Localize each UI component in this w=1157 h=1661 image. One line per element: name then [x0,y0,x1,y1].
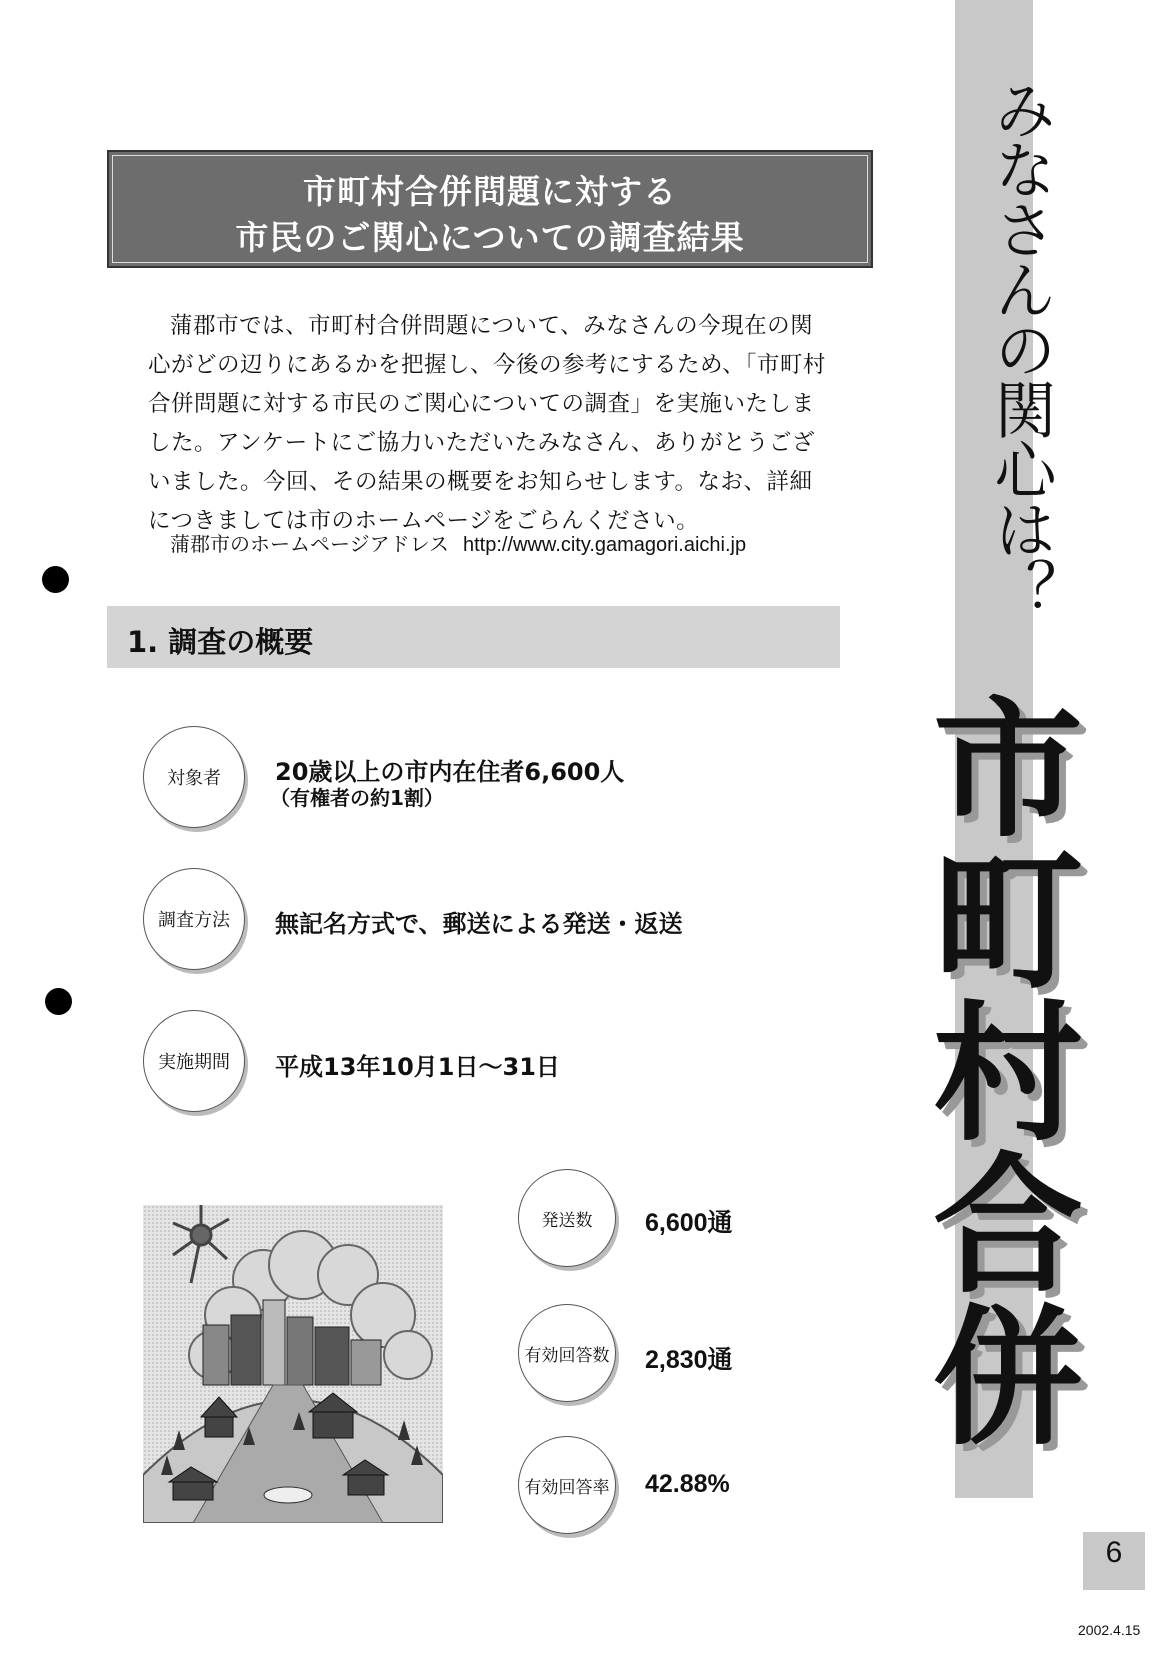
page-date: 2002.4.15 [1078,1622,1141,1638]
sent-label: 発送数 [541,1210,593,1231]
city-illustration [143,1205,443,1523]
method-value: 無記名方式で、郵送による発送・返送 [275,910,683,938]
valid-count-label: 有効回答数 [524,1345,610,1366]
fountain [264,1487,312,1503]
method-label: 調査方法 [158,910,230,931]
valid-rate-label: 有効回答率 [524,1477,610,1498]
intro-text: 蒲郡市では、市町村合併問題について、みなさんの今現在の関心がどの辺りにあるかを把握し、今後の参考にするため、「市町村合併問題に対する市民のご関心についての調査」を実施いたしました。アンケートにご協力いただいたみなさん、ありがとうございました。今回、その結果の概要をお知らせします。なお、詳細につきましては市のホームページをごらんください。 [148,313,826,534]
circle-label-period [143,1010,245,1112]
circle-label-method [143,868,245,970]
circle-label-target [143,726,245,828]
target-value: 20歳以上の市内在住者6,600人 [275,758,625,786]
valid-rate-value: 42.88% [645,1470,730,1498]
section-heading: 1. 調査の概要 [127,625,314,659]
homepage-line [170,528,746,557]
period-label: 実施期間 [158,1052,230,1073]
circle-label-valid-count [518,1304,616,1402]
banner-subtitle: みなさんの関心は？ [984,78,1057,618]
sent-value: 6,600通 [645,1209,733,1237]
title-line-1: 市町村合併問題に対する [303,172,677,211]
banner-main-title: 市町村合併 [907,690,1083,1450]
circle-label-sent [518,1169,616,1267]
title-box [107,150,873,268]
valid-count-value: 2,830通 [645,1346,733,1374]
page-number: 6 [1105,1536,1123,1569]
homepage-label: 蒲郡市のホームページアドレス [170,532,449,556]
homepage-url[interactable]: http://www.city.gamagori.aichi.jp [463,534,747,556]
circle-label-valid-rate [518,1436,616,1534]
intro-paragraph [148,307,828,541]
target-note: （有権者の約1割） [270,786,444,810]
target-label: 対象者 [167,768,221,789]
bullet-dot [45,988,72,1015]
bullet-dot [42,566,69,593]
section-header [107,606,840,668]
period-value: 平成13年10月1日〜31日 [275,1053,560,1081]
title-line-2: 市民のご関心についての調査結果 [235,218,745,257]
